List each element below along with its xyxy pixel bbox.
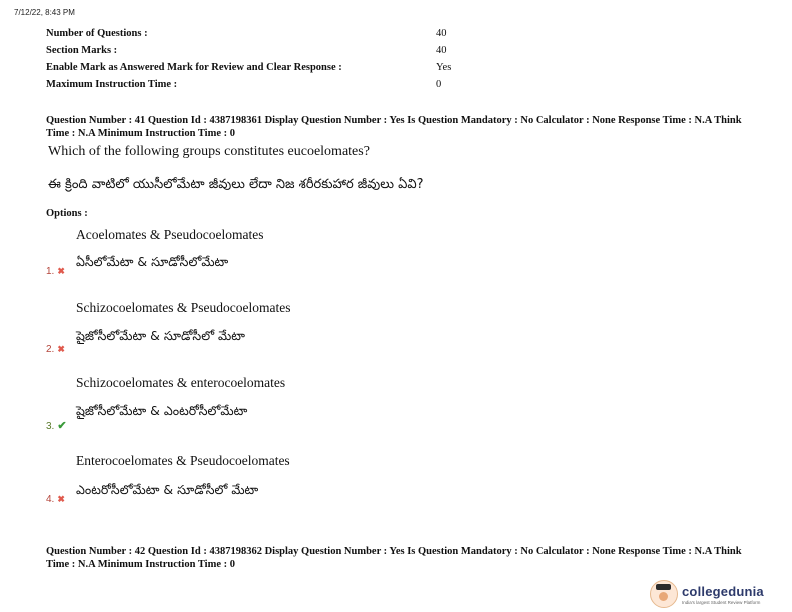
- option-3-number-text: 3.: [46, 421, 55, 432]
- meta-label-questions: Number of Questions :: [46, 28, 148, 39]
- question-41-text-telugu: ఈ క్రింది వాటిలో యుసీలోమేటా జీవులు లేదా నిజ శరీరకుహార జీవులు ఏవి?: [48, 177, 424, 192]
- option-2-telugu: షైజోసీలోమేటా & సూడోసీలో మేటా: [76, 328, 245, 343]
- meta-value-instruction-time: 0: [436, 79, 442, 90]
- option-4-english: Enterocoelomates & Pseudocoelomates: [76, 453, 290, 468]
- question-42-header: Question Number : 42 Question Id : 4387198362 Display Question Number : Yes Is Question Mandatory : No Calculator : None Response Time : N.A Think Time : N.A Minimum Instruction Time : 0: [46, 546, 742, 570]
- option-2-number-text: 2.: [46, 344, 55, 355]
- meta-value-questions: 40: [436, 28, 447, 39]
- option-3-number: [46, 419, 67, 432]
- option-2-english: Schizocoelomates & Pseudocoelomates: [76, 300, 291, 315]
- cross-icon: ✖: [57, 494, 65, 504]
- option-4-number: [46, 494, 65, 505]
- checkmark-icon: ✔: [57, 420, 67, 432]
- meta-label-instruction-time: Maximum Instruction Time :: [46, 79, 178, 90]
- question-41-text-english: Which of the following groups constitutes eucoelomates?: [48, 144, 370, 159]
- option-3-telugu: షైజోసీలోమేటా & ఎంటరోసీలోమేటా: [76, 403, 248, 418]
- option-4-number-text: 4.: [46, 494, 55, 505]
- cross-icon: ✖: [57, 266, 65, 276]
- logo-name: collegedunia: [682, 583, 764, 599]
- question-41-header: Question Number : 41 Question Id : 4387198361 Display Question Number : Yes Is Question Mandatory : No Calculator : None Response Time : N.A Think Time : N.A Minimum Instruction Time : 0: [46, 115, 742, 139]
- graduate-mascot-icon: [650, 580, 678, 608]
- meta-value-marks: 40: [436, 45, 447, 56]
- meta-value-enable-mark: Yes: [436, 62, 452, 73]
- timestamp: 7/12/22, 8:43 PM: [14, 8, 75, 17]
- cross-icon: ✖: [57, 344, 65, 354]
- options-label: Options :: [46, 208, 88, 219]
- option-2-number: [46, 344, 65, 355]
- logo-tagline: India's largest Student Review Platform: [682, 599, 761, 605]
- option-4-telugu: ఎంటరోసీలోమేటా & సూడోసీలో మేటా: [76, 482, 259, 497]
- option-3-english: Schizocoelomates & enterocoelomates: [76, 375, 286, 390]
- meta-label-marks: Section Marks :: [46, 45, 118, 56]
- option-1-telugu: ఏసీలోమేటా & సూడోసీలోమేటా: [76, 254, 229, 269]
- option-1-number-text: 1.: [46, 266, 55, 277]
- collegedunia-logo: [650, 580, 764, 608]
- option-1-english: Acoelomates & Pseudocoelomates: [76, 227, 264, 242]
- meta-label-enable-mark: Enable Mark as Answered Mark for Review and Clear Response :: [46, 62, 342, 73]
- option-1-number: [46, 266, 65, 277]
